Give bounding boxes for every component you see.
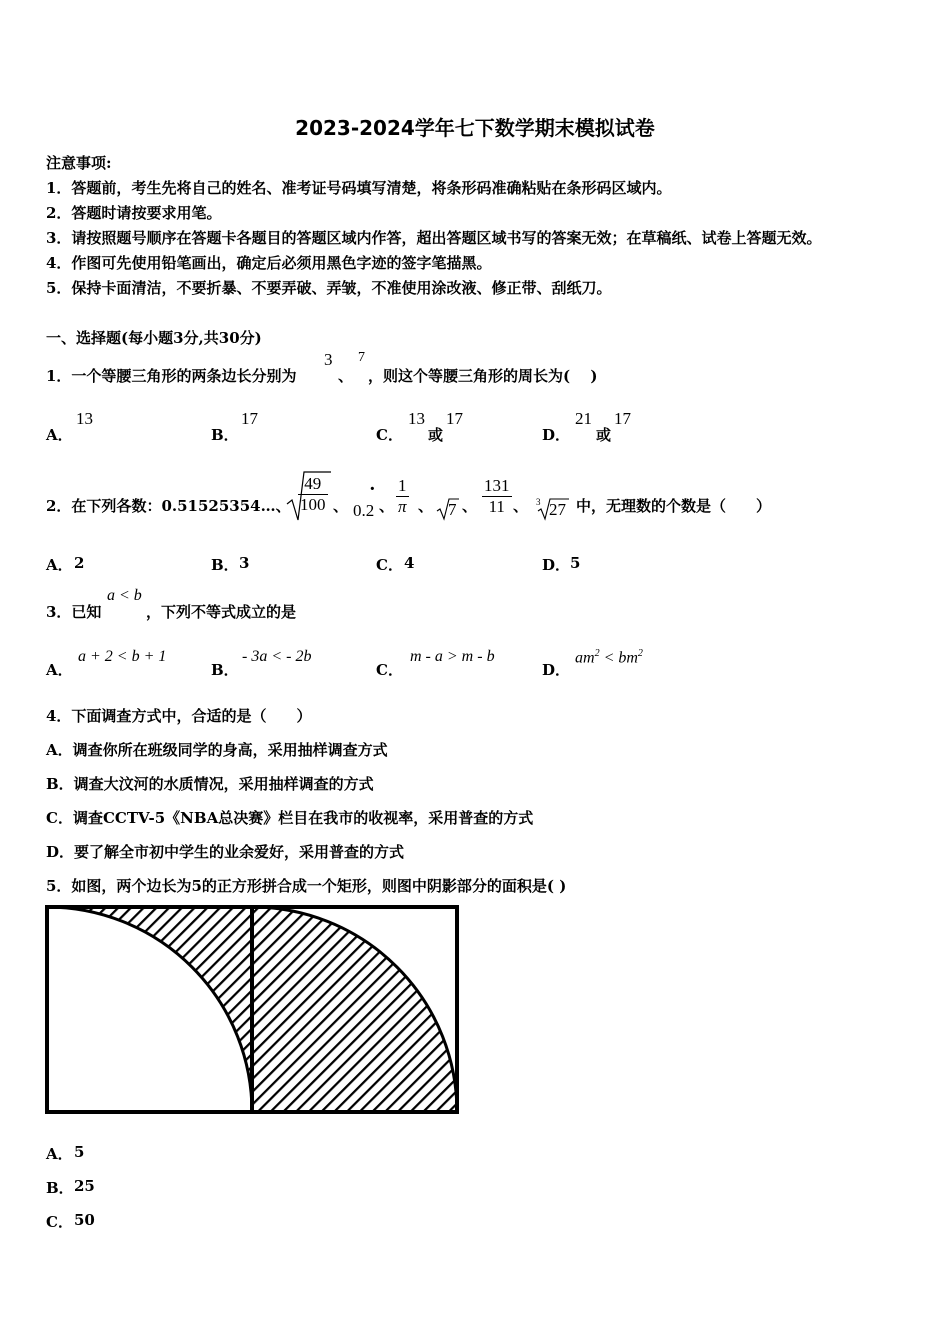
q1-option-b-value: 17 (241, 409, 258, 428)
q1-option-b-label: B． (211, 426, 239, 444)
q3-option-d-label: D． (542, 661, 571, 679)
q1-option-d-value1: 21 (575, 409, 592, 428)
q5-option-a-label: A． (46, 1145, 73, 1163)
q1-option-c-or: 或 (428, 426, 444, 444)
q5-option-a-value: 5 (74, 1143, 85, 1161)
q1-option-d-label: D． (542, 426, 571, 444)
q1-prefix: 1．一个等腰三角形的两条边长分别为 (46, 367, 297, 385)
q2-option-d-value: 5 (570, 554, 581, 572)
q3-option-d-exp: 2 (594, 648, 600, 659)
q3-option-b-label: B． (211, 661, 239, 679)
q1-option-d-value2: 17 (614, 409, 631, 428)
q2-option-a-label: A． (46, 556, 73, 574)
q2-option-d-label: D． (542, 556, 571, 574)
q2-sep: 、 (333, 497, 349, 515)
q2-repeating-decimal: 0.2 (353, 501, 375, 520)
q1-side-a: 3 (324, 350, 333, 369)
section-heading: 一、选择题(每小题3分,共30分) (46, 329, 262, 347)
q4-option: A．调查你所在班级同学的身高，采用抽样调查方式 (46, 741, 388, 759)
q2-option-a-value: 2 (74, 554, 85, 572)
q5-option-b-value: 25 (74, 1177, 95, 1195)
q2-cbrt-value: 27 (549, 500, 566, 519)
q2-f3-numerator: 131 (484, 476, 510, 495)
q2-option-b-value: 3 (239, 554, 250, 572)
q3-option-d-expr-left: am (575, 649, 595, 667)
q3-prefix: 3．已知 (46, 603, 102, 621)
q2-f2-numerator: 1 (396, 476, 409, 497)
q2-fraction-1-pi (396, 476, 409, 517)
q2-f1-numerator: 49 (298, 474, 328, 495)
q2-suffix: 中，无理数的个数是（ ） (576, 497, 772, 515)
q5-option-b-label: B． (46, 1179, 74, 1197)
q2-sep: 、 (418, 497, 434, 515)
q3-option-a-label: A． (46, 661, 73, 679)
q3-option-d-expr-right: < bm (599, 649, 638, 667)
q3-option-c-label: C． (376, 661, 403, 679)
q3-option-a-expr: a + 2 < b + 1 (78, 648, 167, 665)
q5-option-c-label: C． (46, 1213, 73, 1231)
q2-option-c-label: C． (376, 556, 403, 574)
q1-option-a-label: A． (46, 426, 73, 444)
q1-option-c-value1: 13 (408, 409, 425, 428)
q5-stem: 5．如图，两个边长为5的正方形拼合成一个矩形，则图中阴影部分的面积是( ) (46, 877, 567, 895)
q4-option: C．调查CCTV-5《NBA总决赛》栏目在我市的收视率，采用普查的方式 (46, 809, 534, 827)
q3-option-d-exp: 2 (637, 648, 643, 659)
q2-sqrt7-value: 7 (448, 500, 457, 519)
q1-side-b: 7 (358, 350, 365, 365)
q2-repeating-dot: · (369, 478, 376, 500)
q2-fraction-49-100 (298, 474, 328, 515)
q4-stem: 4．下面调查方式中，合适的是（ ） (46, 707, 312, 725)
q2-fraction-131-11 (482, 476, 512, 517)
q5-option-c-value: 50 (74, 1211, 95, 1229)
q1-option-d-or: 或 (596, 426, 612, 444)
q1-option-c-label: C． (376, 426, 403, 444)
notice-item: 1．答题前，考生先将自己的姓名、准考证号码填写清楚，将条形码准确粘贴在条形码区域内。 (46, 179, 672, 197)
q2-option-b-label: B． (211, 556, 239, 574)
q4-option: B．调查大汶河的水质情况，采用抽样调查的方式 (46, 775, 374, 793)
notice-heading: 注意事项: (46, 154, 112, 172)
page-title: 2023-2024学年七下数学期末模拟试卷 (295, 116, 655, 140)
q2-sep: 、 (513, 497, 529, 515)
notice-item: 4．作图可先使用铅笔画出，确定后必须用黑色字迹的签字笔描黑。 (46, 254, 492, 272)
q2-prefix: 2．在下列各数：0.51525354…、 (46, 497, 291, 515)
q3-option-c-expr: m - a > m - b (410, 648, 495, 665)
q2-sep: 、 (462, 497, 478, 515)
q1-sep: 、 (338, 367, 354, 385)
q2-f3-denominator: 11 (488, 497, 505, 516)
notice-item: 3．请按照题号顺序在答题卡各题目的答题区域内作答，超出答题区域书写的答案无效；在草稿纸、试卷上答题无效。 (46, 229, 822, 247)
shaded-region-right (252, 907, 457, 1112)
notice-item: 2．答题时请按要求用笔。 (46, 204, 222, 222)
q2-cbrt-index: 3 (536, 497, 541, 507)
q2-f2-denominator: π (398, 497, 407, 516)
q4-option: D．要了解全市初中学生的业余爱好，采用普查的方式 (46, 843, 405, 861)
shaded-region-left (47, 907, 252, 1112)
q3-condition: a < b (107, 587, 142, 604)
q2-f1-denominator: 100 (300, 495, 326, 514)
q3-option-d-expr (575, 648, 643, 667)
q1-suffix: ，则这个等腰三角形的周长为( ) (368, 367, 598, 385)
notice-item: 5．保持卡面清洁，不要折暴、不要弄破、弄皱，不准使用涂改液、修正带、刮纸刀。 (46, 279, 612, 297)
q1-option-a-value: 13 (76, 409, 93, 428)
q3-suffix: ，下列不等式成立的是 (146, 603, 297, 621)
q5-figure (44, 904, 464, 1118)
q3-option-b-expr: - 3a < - 2b (242, 648, 312, 665)
q1-option-c-value2: 17 (446, 409, 463, 428)
q2-option-c-value: 4 (404, 554, 415, 572)
q2-sep: 、 (379, 497, 395, 515)
